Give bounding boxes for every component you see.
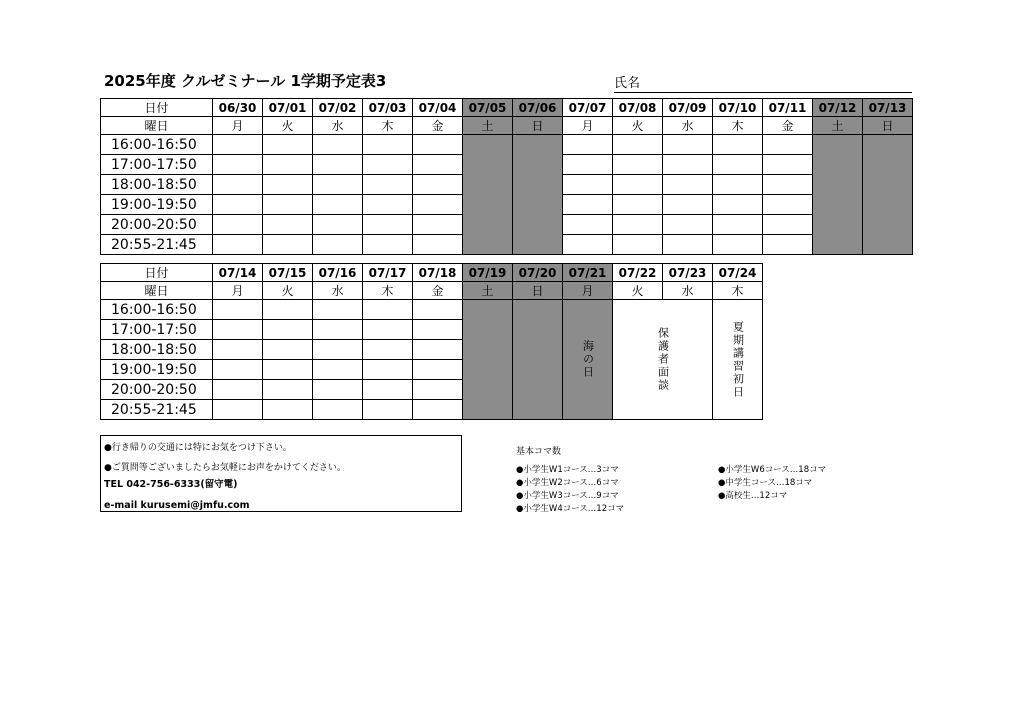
schedule-cell [363, 135, 413, 155]
koma-item: ●小学生W1コース…3コマ [516, 465, 619, 475]
schedule-cell [763, 215, 813, 235]
schedule-cell [613, 235, 663, 255]
schedule-cell [263, 360, 313, 380]
schedule-cell [563, 155, 613, 175]
weekday-cell: 日 [513, 282, 563, 300]
schedule-cell [263, 155, 313, 175]
schedule-cell [313, 340, 363, 360]
schedule-cell [663, 195, 713, 215]
weekday-cell: 金 [763, 117, 813, 135]
schedule-cell [363, 340, 413, 360]
weekday-cell: 木 [363, 117, 413, 135]
koma-item: ●高校生…12コマ [718, 491, 788, 501]
closed-day-block [863, 135, 913, 255]
schedule-cell [413, 235, 463, 255]
schedule-cell [413, 300, 463, 320]
schedule-cell [563, 235, 613, 255]
schedule-table-2 [100, 263, 763, 420]
schedule-cell [313, 195, 363, 215]
schedule-cell [313, 360, 363, 380]
date-cell: 07/23 [663, 264, 713, 282]
schedule-cell [663, 135, 713, 155]
weekday-cell: 金 [413, 282, 463, 300]
date-cell: 07/16 [313, 264, 363, 282]
date-row [101, 99, 913, 117]
parent-meeting-note: 保護者面談 [613, 300, 713, 420]
date-cell: 07/12 [813, 99, 863, 117]
weekday-cell: 金 [413, 117, 463, 135]
weekday-cell: 火 [613, 282, 663, 300]
koma-item: ●小学生W3コース…9コマ [516, 491, 619, 501]
schedule-cell [613, 195, 663, 215]
weekday-cell: 木 [363, 282, 413, 300]
schedule-cell [213, 175, 263, 195]
schedule-cell [213, 300, 263, 320]
weekday-cell: 日 [513, 117, 563, 135]
time-slot-label: 18:00-18:50 [101, 340, 213, 360]
koma-item: ●小学生W6コース…18コマ [718, 465, 827, 475]
weekday-cell: 日 [863, 117, 913, 135]
schedule-cell [363, 195, 413, 215]
schedule-cell [763, 195, 813, 215]
schedule-cell [663, 215, 713, 235]
date-cell: 07/18 [413, 264, 463, 282]
schedule-cell [413, 155, 463, 175]
schedule-cell [313, 300, 363, 320]
weekday-cell: 水 [663, 282, 713, 300]
schedule-cell [363, 215, 413, 235]
schedule-cell [713, 235, 763, 255]
date-cell: 07/03 [363, 99, 413, 117]
time-slot-label: 17:00-17:50 [101, 320, 213, 340]
weekday-cell: 火 [263, 282, 313, 300]
schedule-cell [213, 135, 263, 155]
weekday-cell: 火 [613, 117, 663, 135]
schedule-cell [363, 320, 413, 340]
weekday-row [101, 282, 763, 300]
schedule-cell [313, 235, 363, 255]
schedule-cell [413, 400, 463, 420]
schedule-cell [413, 195, 463, 215]
schedule-cell [563, 215, 613, 235]
date-cell: 07/21 [563, 264, 613, 282]
schedule-cell [313, 380, 363, 400]
schedule-cell [313, 175, 363, 195]
name-field-label: 氏名 [614, 72, 912, 93]
closed-day-block [463, 135, 513, 255]
schedule-cell [763, 135, 813, 155]
schedule-table-1 [100, 98, 913, 255]
koma-title: 基本コマ数 [516, 447, 562, 457]
date-cell: 07/06 [513, 99, 563, 117]
closed-day-block [513, 135, 563, 255]
date-cell: 07/04 [413, 99, 463, 117]
schedule-cell [263, 135, 313, 155]
weekday-cell: 火 [263, 117, 313, 135]
schedule-cell [413, 175, 463, 195]
closed-day-block [463, 300, 513, 420]
schedule-cell [313, 155, 363, 175]
time-slot-label: 20:00-20:50 [101, 215, 213, 235]
contact-tel: TEL 042-756-6333(留守電) [104, 479, 238, 490]
date-row [101, 264, 763, 282]
weekday-cell: 月 [213, 117, 263, 135]
time-slot-label: 16:00-16:50 [101, 135, 213, 155]
holiday-note: 海の日 [563, 300, 613, 420]
koma-item: ●小学生W4コース…12コマ [516, 504, 625, 514]
weekday-cell: 木 [713, 117, 763, 135]
schedule-cell [363, 175, 413, 195]
schedule-cell [363, 360, 413, 380]
schedule-cell [213, 320, 263, 340]
schedule-cell [413, 135, 463, 155]
schedule-cell [213, 215, 263, 235]
schedule-cell [213, 400, 263, 420]
schedule-cell [263, 235, 313, 255]
schedule-cell [313, 215, 363, 235]
weekday-header-label: 曜日 [101, 117, 213, 135]
schedule-cell [263, 320, 313, 340]
weekday-row [101, 117, 913, 135]
schedule-cell [363, 300, 413, 320]
notice-line-traffic: ●行き帰りの交通には特にお気をつけ下さい。 [104, 443, 292, 453]
schedule-cell [613, 175, 663, 195]
schedule-cell [563, 135, 613, 155]
date-cell: 07/20 [513, 264, 563, 282]
weekday-cell: 水 [663, 117, 713, 135]
page-title: 2025年度 クルゼミナール 1学期予定表3 [104, 72, 387, 90]
schedule-cell [263, 300, 313, 320]
time-slot-label: 19:00-19:50 [101, 360, 213, 380]
weekday-cell: 木 [713, 282, 763, 300]
schedule-cell [763, 175, 813, 195]
weekday-cell: 水 [313, 282, 363, 300]
schedule-cell [313, 320, 363, 340]
schedule-cell [413, 320, 463, 340]
date-header-label: 日付 [101, 99, 213, 117]
schedule-cell [213, 195, 263, 215]
date-cell: 07/17 [363, 264, 413, 282]
schedule-cell [713, 155, 763, 175]
time-slot-label: 17:00-17:50 [101, 155, 213, 175]
closed-day-block [513, 300, 563, 420]
time-slot-label: 16:00-16:50 [101, 300, 213, 320]
schedule-cell [563, 195, 613, 215]
summer-course-start-note: 夏期講習初日 [713, 300, 763, 420]
schedule-cell [713, 175, 763, 195]
schedule-cell [413, 380, 463, 400]
time-slot-row [101, 135, 913, 155]
schedule-cell [213, 155, 263, 175]
weekday-cell: 土 [813, 117, 863, 135]
date-cell: 07/22 [613, 264, 663, 282]
date-cell: 07/05 [463, 99, 513, 117]
schedule-cell [263, 215, 313, 235]
schedule-cell [263, 195, 313, 215]
weekday-cell: 月 [213, 282, 263, 300]
schedule-cell [363, 235, 413, 255]
schedule-cell [413, 340, 463, 360]
schedule-cell [313, 135, 363, 155]
schedule-cell [663, 155, 713, 175]
date-cell: 07/15 [263, 264, 313, 282]
schedule-cell [613, 215, 663, 235]
date-cell: 07/10 [713, 99, 763, 117]
date-cell: 07/13 [863, 99, 913, 117]
schedule-cell [413, 360, 463, 380]
notice-box [100, 435, 462, 512]
schedule-cell [613, 155, 663, 175]
schedule-cell [263, 400, 313, 420]
koma-item: ●小学生W2コース…6コマ [516, 478, 619, 488]
contact-email: e-mail kurusemi@jmfu.com [104, 500, 250, 511]
date-cell: 07/02 [313, 99, 363, 117]
date-cell: 07/07 [563, 99, 613, 117]
schedule-cell [363, 155, 413, 175]
date-cell: 07/14 [213, 264, 263, 282]
schedule-cell [213, 235, 263, 255]
date-cell: 07/19 [463, 264, 513, 282]
date-cell: 06/30 [213, 99, 263, 117]
date-cell: 07/01 [263, 99, 313, 117]
schedule-cell [363, 380, 413, 400]
schedule-cell [713, 215, 763, 235]
time-slot-row [101, 300, 763, 320]
schedule-cell [213, 340, 263, 360]
schedule-cell [213, 360, 263, 380]
closed-day-block [813, 135, 863, 255]
schedule-cell [663, 175, 713, 195]
schedule-cell [413, 215, 463, 235]
schedule-cell [363, 400, 413, 420]
schedule-cell [663, 235, 713, 255]
weekday-header-label: 曜日 [101, 282, 213, 300]
schedule-cell [263, 340, 313, 360]
date-cell: 07/24 [713, 264, 763, 282]
schedule-cell [713, 195, 763, 215]
schedule-cell [263, 380, 313, 400]
time-slot-label: 18:00-18:50 [101, 175, 213, 195]
weekday-cell: 土 [463, 117, 513, 135]
weekday-cell: 水 [313, 117, 363, 135]
date-cell: 07/09 [663, 99, 713, 117]
date-cell: 07/08 [613, 99, 663, 117]
schedule-cell [563, 175, 613, 195]
schedule-cell [763, 155, 813, 175]
koma-item: ●中学生コース…18コマ [718, 478, 813, 488]
notice-line-questions: ●ご質問等ございましたらお気軽にお声をかけてください。 [104, 463, 346, 473]
time-slot-label: 20:00-20:50 [101, 380, 213, 400]
weekday-cell: 土 [463, 282, 513, 300]
date-header-label: 日付 [101, 264, 213, 282]
time-slot-label: 20:55-21:45 [101, 400, 213, 420]
weekday-cell: 月 [563, 117, 613, 135]
schedule-cell [263, 175, 313, 195]
schedule-cell [213, 380, 263, 400]
schedule-cell [713, 135, 763, 155]
weekday-cell: 月 [563, 282, 613, 300]
schedule-cell [313, 400, 363, 420]
time-slot-label: 20:55-21:45 [101, 235, 213, 255]
time-slot-label: 19:00-19:50 [101, 195, 213, 215]
schedule-cell [613, 135, 663, 155]
schedule-cell [763, 235, 813, 255]
date-cell: 07/11 [763, 99, 813, 117]
